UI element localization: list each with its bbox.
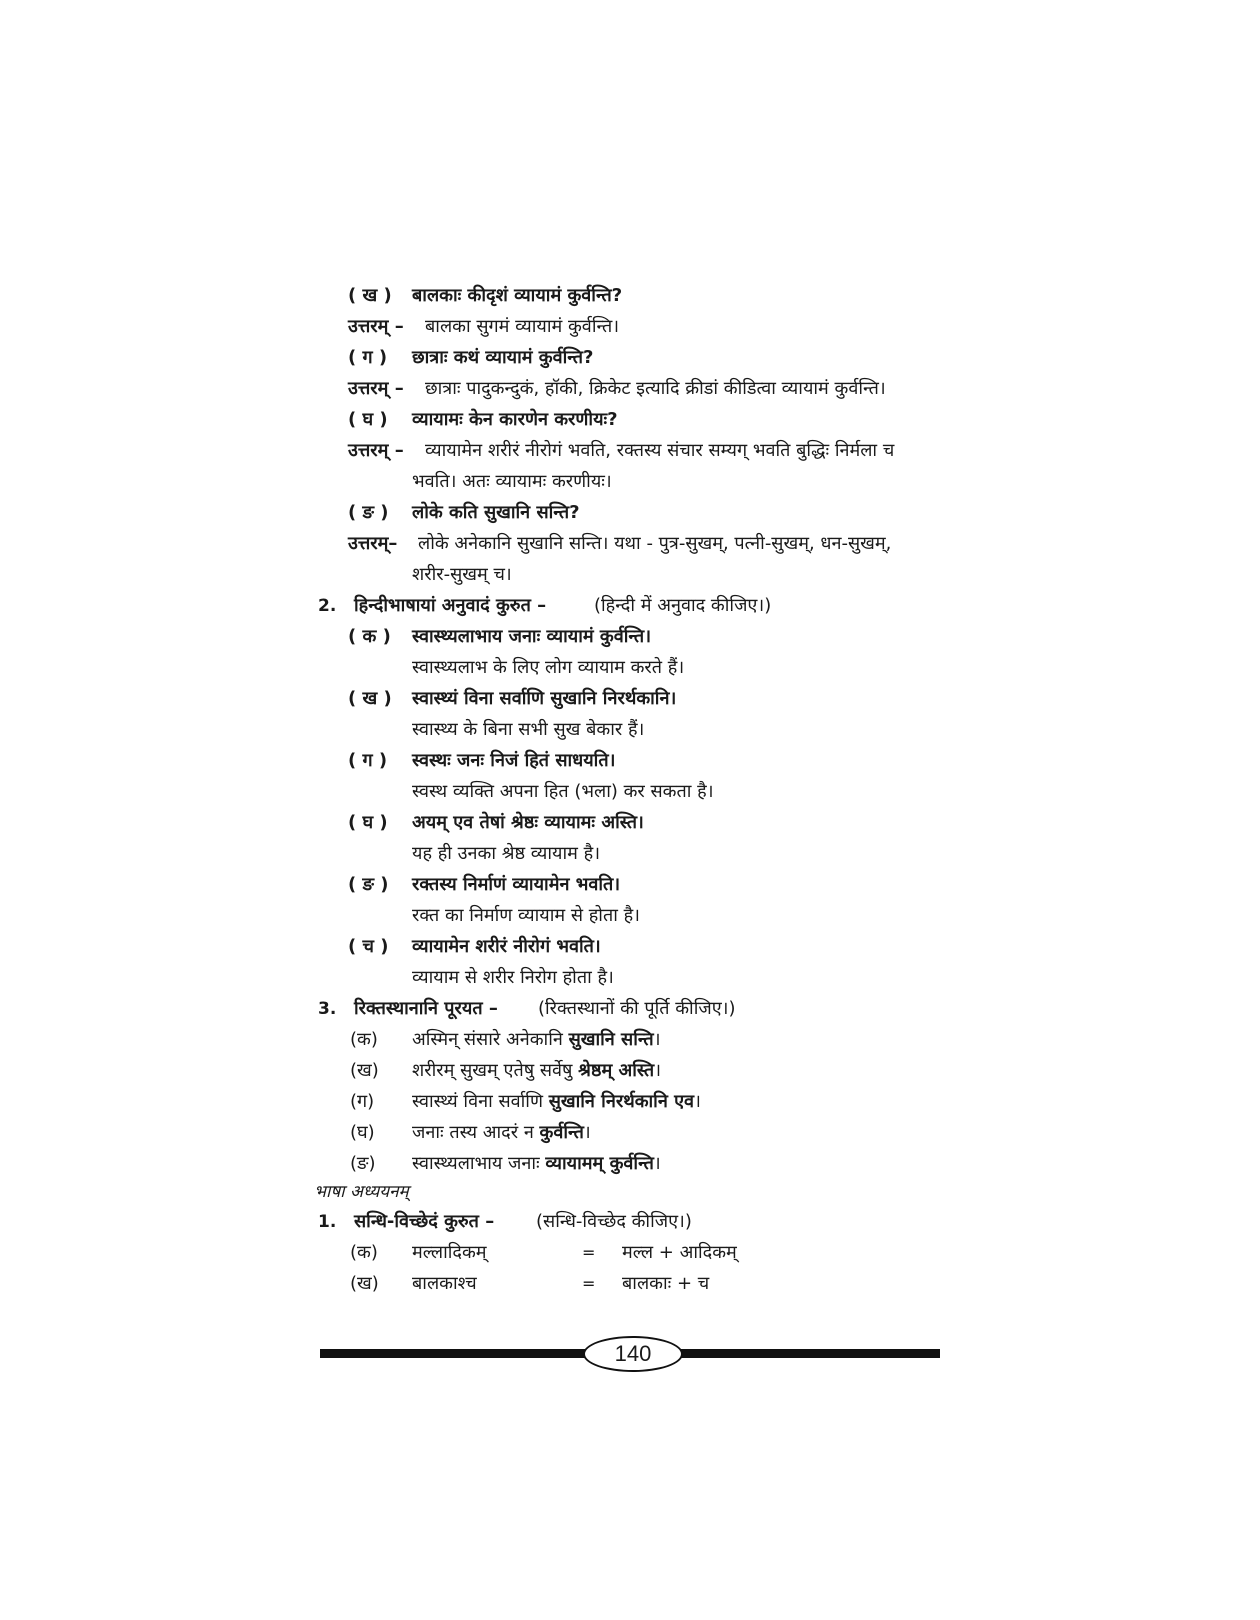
s1-item-ka-equals: = [582,1243,596,1262]
q3-item-nga-answer: व्यायामम् कुर्वन्ति [545,1153,654,1174]
s1-item-kha-split: बालकाः + च [622,1273,710,1294]
q3-item-ka-end: । [653,1029,661,1050]
q1-item-kha-answer: बालका सुगमं व्यायामं कुर्वन्ति। [425,316,620,337]
q2-item-nga-hindi: रक्त का निर्माण व्यायाम से होता है। [412,905,640,926]
q3-item-kha-sentence [412,1059,661,1083]
q1-item-ga-label: ( ग ) [348,347,388,368]
q2-item-cha-label: ( च ) [348,936,389,957]
q1-item-kha-label: ( ख ) [348,285,392,306]
q1-item-gha-label: ( घ ) [348,409,388,430]
s1-item-kha-label: (ख) [350,1273,379,1294]
q2-item-ga-hindi: स्वस्थ व्यक्ति अपना हित (भला) कर सकता है। [412,781,714,802]
q3-item-gha-label: (घ) [350,1122,375,1143]
q2-item-nga-label: ( ङ ) [348,874,389,895]
q1-item-gha-answer: व्यायामेन शरीरं नीरोगं भवति, रक्तस्य संचार सम्यग् भवति बुद्धिः निर्मला च [425,440,895,461]
q2-item-gha-label: ( घ ) [348,812,388,833]
q1-item-ga-answer: छात्राः पादुकन्दुकं, हॉकी, क्रिकेट इत्यादि क्रीडां कीडित्वा व्यायामं कुर्वन्ति। [425,378,886,399]
q1-item-nga-label: ( ङ ) [348,502,389,523]
q3-item-ka-label: (क) [350,1029,378,1050]
q2-item-kha-sanskrit: स्वास्थ्यं विना सर्वाणि सुखानि निरर्थकानि। [412,688,677,709]
q1-item-kha-question: बालकाः कीदृशं व्यायामं कुर्वन्ति? [412,285,623,306]
q3-item-kha-label: (ख) [350,1060,379,1081]
q3-item-gha-text: जनाः तस्य आदरं न [412,1122,540,1143]
s1-title: सन्धि-विच्छेदं कुरुत – [354,1211,495,1232]
s1-item-ka-word: मल्लादिकम् [412,1242,487,1263]
q3-number: 3. [318,999,337,1019]
q1-item-gha-question: व्यायामः केन कारणेन करणीयः? [412,409,618,430]
q3-item-ka-answer: सुखानि सन्ति [568,1029,654,1050]
q1-item-gha-answer-cont: भवति। अतः व्यायामः करणीयः। [412,471,612,492]
q2-item-gha-sanskrit: अयम् एव तेषां श्रेष्ठः व्यायामः अस्ति। [412,812,644,833]
q3-item-nga-sentence [412,1152,661,1176]
q2-item-ga-label: ( ग ) [348,750,388,771]
q1-item-kha-answer-label: उत्तरम् – [348,316,404,337]
q3-subtitle: (रिक्तस्थानों की पूर्ति कीजिए।) [538,998,736,1019]
q2-item-ka-hindi: स्वास्थ्यलाभ के लिए लोग व्यायाम करते हैं। [412,657,685,678]
q3-item-kha-answer: श्रेष्ठम् अस्ति [578,1060,655,1081]
q3-item-ka-text: अस्मिन् संसारे अनेकानि [412,1029,569,1050]
q3-title: रिक्तस्थानानि पूरयत – [354,998,498,1019]
q3-item-ga-answer: सुखानि निरर्थकानि एव [548,1091,695,1112]
q3-item-nga-label: (ङ) [350,1153,376,1174]
q2-item-cha-sanskrit: व्यायामेन शरीरं नीरोगं भवति। [412,936,601,957]
q2-item-gha-hindi: यह ही उनका श्रेष्ठ व्यायाम है। [412,843,601,864]
section-heading: भाषा अध्ययनम् [314,1182,409,1202]
q3-item-ga-label: (ग) [350,1091,375,1112]
s1-item-kha-word: बालकाश्च [412,1273,477,1294]
q2-number: 2. [318,596,337,616]
q3-item-ga-text: स्वास्थ्यं विना सर्वाणि [412,1091,549,1112]
q3-item-gha-answer: कुर्वन्ति [539,1122,584,1143]
q1-item-ga-answer-label: उत्तरम् – [348,378,404,399]
q2-item-ka-label: ( क ) [348,626,391,647]
q1-item-nga-answer-label: उत्तरम्– [348,533,398,554]
q3-item-ga-sentence [412,1090,701,1114]
q3-item-ka-sentence [412,1028,661,1052]
s1-item-kha-equals: = [582,1274,596,1293]
s1-item-ka-label: (क) [350,1242,378,1263]
q3-item-nga-end: । [653,1153,661,1174]
q2-title: हिन्दीभाषायां अनुवादं कुरुत – [354,595,547,616]
q3-item-kha-text: शरीरम् सुखम् एतेषु सर्वेषु [412,1060,579,1081]
q2-item-cha-hindi: व्यायाम से शरीर निरोग होता है। [412,967,614,988]
q2-subtitle: (हिन्दी में अनुवाद कीजिए।) [594,595,772,616]
q3-item-ga-end: । [694,1091,701,1112]
q2-item-kha-label: ( ख ) [348,688,392,709]
q3-item-gha-end: । [583,1122,591,1143]
s1-subtitle: (सन्धि-विच्छेद कीजिए।) [536,1211,692,1232]
q1-item-nga-question: लोके कति सुखानि सन्ति? [412,502,580,523]
q1-item-gha-answer-label: उत्तरम् – [348,440,404,461]
q2-item-ka-sanskrit: स्वास्थ्यलाभाय जनाः व्यायामं कुर्वन्ति। [412,626,652,647]
q1-item-nga-answer-cont: शरीर-सुखम् च। [412,564,512,585]
s1-number: 1. [318,1212,337,1232]
page-number: 140 [583,1336,683,1372]
q3-item-kha-end: । [654,1060,662,1081]
s1-item-ka-split: मल्ल + आदिकम् [622,1242,737,1263]
q1-item-nga-answer: लोके अनेकानि सुखानि सन्ति। यथा - पुत्र-सुखम्, पत्नी-सुखम्, धन-सुखम्, [418,533,892,554]
q2-item-ga-sanskrit: स्वस्थः जनः निजं हितं साधयति। [412,750,616,771]
q2-item-nga-sanskrit: रक्तस्य निर्माणं व्यायामेन भवति। [412,874,621,895]
q3-item-nga-text: स्वास्थ्यलाभाय जनाः [412,1153,546,1174]
q1-item-ga-question: छात्राः कथं व्यायामं कुर्वन्ति? [412,347,594,368]
q3-item-gha-sentence [412,1121,591,1145]
q2-item-kha-hindi: स्वास्थ्य के बिना सभी सुख बेकार हैं। [412,719,645,740]
